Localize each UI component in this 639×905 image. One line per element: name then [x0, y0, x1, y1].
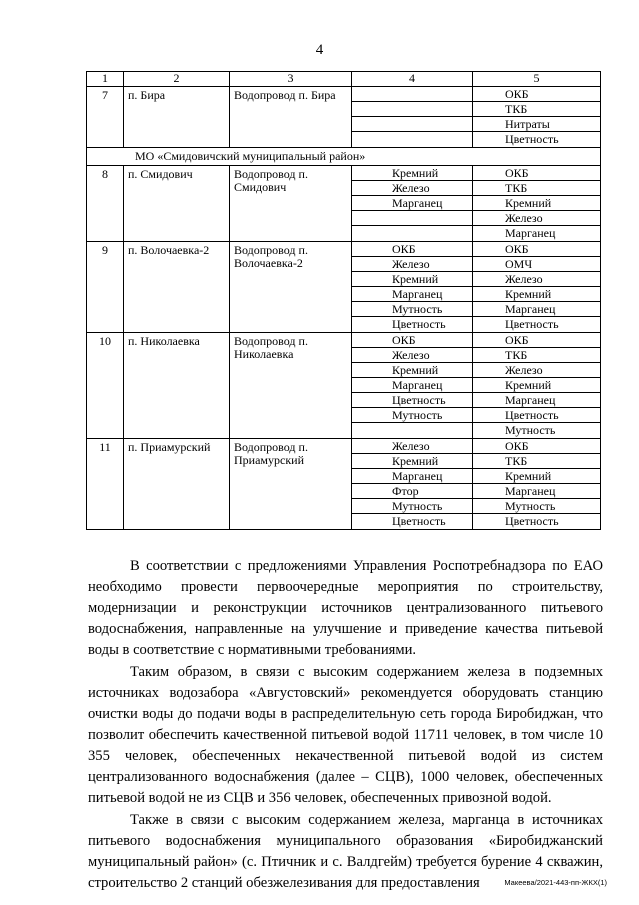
body-text — [88, 556, 603, 895]
indicator-item: Кремний — [473, 469, 600, 484]
table-header-cell: 3 — [230, 72, 352, 87]
indicator-item: Железо — [473, 211, 600, 226]
indicator-item: Кремний — [473, 287, 600, 302]
indicator-item: Цветность — [352, 393, 472, 408]
indicator-item: ОКБ — [473, 439, 600, 454]
indicator-item: Цветность — [505, 132, 559, 146]
row-number: 9 — [87, 242, 124, 333]
indicator-item: Железо — [352, 181, 472, 196]
indicator-item — [352, 117, 472, 132]
indicator-list-col4 — [352, 333, 473, 439]
row-number: 11 — [87, 439, 124, 530]
table-header-row — [87, 72, 601, 87]
indicator-list-col5 — [473, 87, 601, 148]
settlement-name: п. Николаевка — [124, 333, 230, 439]
water-quality-table — [86, 71, 601, 530]
table-row — [87, 166, 601, 242]
indicator-item: ТКБ — [473, 348, 600, 363]
indicator-list-col5 — [473, 166, 601, 242]
water-source: Водопровод п. Приамурский — [230, 439, 352, 530]
indicator-item: Фтор — [352, 484, 472, 499]
indicator-item — [352, 87, 472, 102]
water-source: Водопровод п. Смидович — [230, 166, 352, 242]
indicator-item: ОКБ — [473, 166, 600, 181]
indicator-item: Мутность — [352, 302, 472, 317]
indicator-item: Кремний — [352, 363, 472, 378]
indicator-item: Марганец — [473, 393, 600, 408]
indicator-item: ОКБ — [473, 242, 600, 257]
indicator-item: Цветность — [392, 514, 446, 528]
document-footer: Макеева/2021-443-пп-ЖКХ(1) — [504, 878, 607, 887]
indicator-item: Железо — [352, 348, 472, 363]
row-number: 10 — [87, 333, 124, 439]
table-row — [87, 242, 601, 333]
indicator-item: ТКБ — [473, 454, 600, 469]
indicator-list-col5 — [473, 333, 601, 439]
indicator-item: ОМЧ — [473, 257, 600, 272]
indicator-item: ТКБ — [473, 102, 600, 117]
table-section-row — [87, 148, 601, 166]
indicator-item: Цветность — [505, 317, 559, 331]
indicator-list-col4 — [352, 87, 473, 148]
table-row — [87, 87, 601, 148]
indicator-item: ТКБ — [473, 181, 600, 196]
indicator-item: ОКБ — [473, 333, 600, 348]
indicator-list-col4 — [352, 242, 473, 333]
indicator-list-col4 — [352, 439, 473, 530]
indicator-item — [352, 132, 472, 147]
indicator-item — [352, 423, 472, 438]
indicator-item: Марганец — [505, 226, 556, 240]
indicator-item: Мутность — [473, 499, 600, 514]
table-row — [87, 439, 601, 530]
indicator-item: Цветность — [392, 317, 446, 331]
page-number: 4 — [315, 42, 324, 58]
paragraph: Также в связи с высоким содержанием железа, марганца в источниках питьевого водоснабжения муниципального образования «Биробиджанский муниципальный район» (с. Птичник и с. Валдгейм) требуется бурение 4 скважин, строительство 2 станций обезжелезивания для предоставления — [88, 812, 603, 891]
table-row — [87, 333, 601, 439]
indicator-item: Марганец — [473, 302, 600, 317]
indicator-item: Железо — [473, 363, 600, 378]
water-source: Водопровод п. Николаевка — [230, 333, 352, 439]
table-header-cell: 2 — [124, 72, 230, 87]
indicator-item — [352, 211, 472, 226]
indicator-item: Марганец — [352, 287, 472, 302]
indicator-item: Железо — [473, 272, 600, 287]
indicator-item: Марганец — [473, 484, 600, 499]
indicator-item — [352, 102, 472, 117]
water-source: Водопровод п. Волочаевка-2 — [230, 242, 352, 333]
row-number: 8 — [87, 166, 124, 242]
indicator-item: Марганец — [352, 196, 472, 211]
indicator-list-col4 — [352, 166, 473, 242]
indicator-list-col5 — [473, 242, 601, 333]
table-header-cell: 1 — [87, 72, 124, 87]
indicator-item: Мутность — [352, 499, 472, 514]
indicator-item — [352, 226, 472, 241]
water-source: Водопровод п. Бира — [230, 87, 352, 148]
indicator-item: Кремний — [352, 166, 472, 181]
indicator-item: Марганец — [352, 469, 472, 484]
indicator-item: Марганец — [352, 378, 472, 393]
indicator-item: Железо — [352, 439, 472, 454]
indicator-item: Цветность — [473, 408, 600, 423]
indicator-item: Кремний — [473, 378, 600, 393]
table-header-cell: 5 — [473, 72, 601, 87]
indicator-item: ОКБ — [473, 87, 600, 102]
table-header-cell: 4 — [352, 72, 473, 87]
settlement-name: п. Бира — [124, 87, 230, 148]
indicator-item: Железо — [352, 257, 472, 272]
settlement-name: п. Приамурский — [124, 439, 230, 530]
indicator-item: Кремний — [473, 196, 600, 211]
section-title: МО «Смидовичский муниципальный район» — [87, 148, 601, 166]
indicator-item: Цветность — [505, 514, 559, 528]
indicator-item: Мутность — [352, 408, 472, 423]
indicator-item: Кремний — [352, 454, 472, 469]
settlement-name: п. Волочаевка-2 — [124, 242, 230, 333]
paragraph: Таким образом, в связи с высоким содержанием железа в подземных источниках водозабора «Августовский» рекомендуется оборудовать станцию очистки воды до подачи воды в распределительную сеть города Биробиджан, что позволит обеспечить качественной питьевой водой 11711 человек, в том числе 10 355 человек, обеспеченных некачественной питьевой водой из систем централизованного водоснабжения (далее – СЦВ), 1000 человек, обеспеченных питьевой водой не из СЦВ и 356 человек, обеспеченных привозной водой. — [88, 664, 603, 806]
paragraph: В соответствии с предложениями Управления Роспотребнадзора по ЕАО необходимо провести первоочередные мероприятия по строительству, модернизации и реконструкции источников централизованного питьевого водоснабжения, направленные на улучшение и приведение качества питьевой воды в соответствие с нормативными требованиями. — [88, 558, 603, 658]
indicator-item: Мутность — [505, 423, 556, 437]
indicator-item: Нитраты — [473, 117, 600, 132]
indicator-item: ОКБ — [352, 333, 472, 348]
indicator-item: ОКБ — [352, 242, 472, 257]
row-number: 7 — [87, 87, 124, 148]
indicator-list-col5 — [473, 439, 601, 530]
settlement-name: п. Смидович — [124, 166, 230, 242]
indicator-item: Кремний — [352, 272, 472, 287]
